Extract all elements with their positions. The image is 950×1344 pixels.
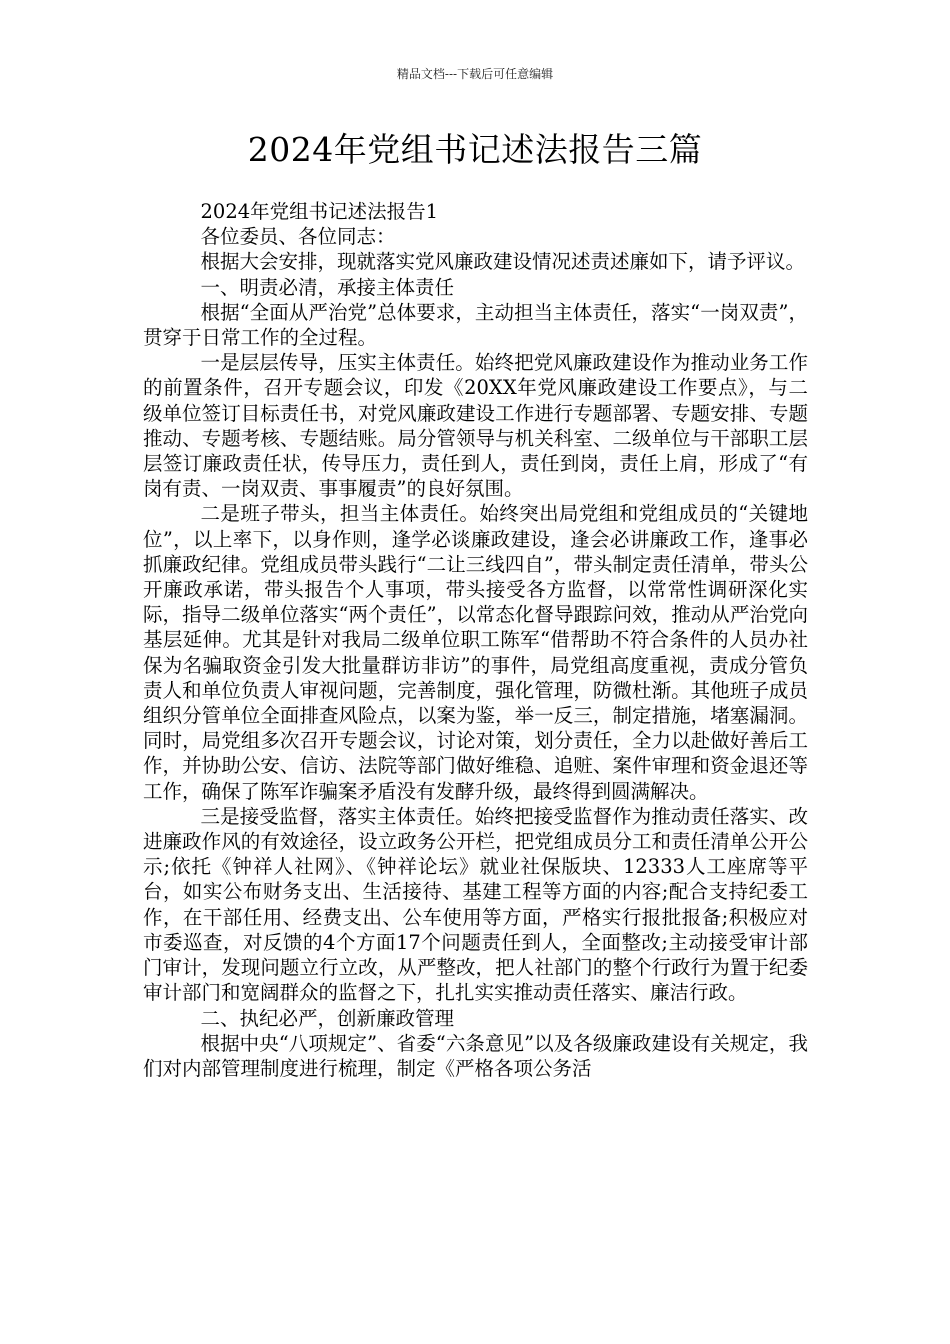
- section-heading-2: 二、执纪必严，创新廉政管理: [200, 1006, 455, 1030]
- document-body: [143, 199, 808, 1081]
- section-heading-1: 一、明责必清，承接主体责任: [200, 275, 455, 299]
- body-paragraph: 根据中央“八项规定”、省委“六条意见”以及各级廉政建设有关规定，我们对内部管理制度进行梳理，制定《严格各项公务活: [143, 1031, 808, 1080]
- report-subtitle: 2024年党组书记述法报告1: [200, 200, 439, 223]
- body-paragraph: 二是班子带头，担当主体责任。始终突出局党组和党组成员的“关键地位”，以上率下，以身作则，逢学必谈廉政建设，逢会必讲廉政工作，逢事必抓廉政纪律。党组成员带头践行“二让三线四自”，带头制定责任清单，带头公开廉政承诺，带头报告个人事项，带头接受各方监督，以常常性调研深化实际，指导二级单位落实“两个责任”，以常态化督导跟踪问效，推动从严治党向基层延伸。尤其是针对我局二级单位职工陈军“借帮助不符合条件的人员办社保为名骗取资金引发大批量群访非访”的事件，局党组高度重视，责成分管负责人和单位负责人审视问题，完善制度，强化管理，防微杜渐。其他班子成员组织分管单位全面排查风险点，以案为鉴，举一反三，制定措施，堵塞漏洞。同时，局党组多次召开专题会议，讨论对策，划分责任，全力以赴做好善后工作，并协助公安、信访、法院等部门做好维稳、追赃、案件审理和资金退还等工作，确保了陈军诈骗案矛盾没有发酵升级，最终得到圆满解决。: [143, 502, 808, 803]
- body-paragraph: 根据“全面从严治党”总体要求，主动担当主体责任，落实“一岗双责”，贯穿于日常工作的全过程。: [143, 300, 808, 350]
- body-paragraph: 一是层层传导，压实主体责任。始终把党风廉政建设作为推动业务工作的前置条件，召开专题会议，印发《20XX年党风廉政建设工作要点》，与二级单位签订目标责任书，对党风廉政建设工作进行专题部署、专题安排、专题推动、专题考核、专题结账。局分管领导与机关科室、二级单位与干部职工层层签订廉政责任状，传导压力，责任到人，责任到岗，责任上肩，形成了“有岗有责、一岗双责、事事履责”的良好氛围。: [143, 351, 808, 501]
- document-title: 2024年党组书记述法报告三篇: [247, 130, 703, 169]
- salutation: 各位委员、各位同志：: [200, 225, 396, 249]
- page-header: 精品文档---下载后可任意编辑: [396, 67, 554, 81]
- intro-paragraph: 根据大会安排，现就落实党风廉政建设情况述责述廉如下，请予评议。: [200, 250, 806, 274]
- body-paragraph: 三是接受监督，落实主体责任。始终把接受监督作为推动责任落实、改进廉政作风的有效途径，设立政务公开栏，把党组成员分工和责任清单公开公示;依托《钟祥人社网》、《钟祥论坛》就业社保版块、12333人工座席等平台，如实公布财务支出、生活接待、基建工程等方面的内容;配合支持纪委工作，在干部任用、经费支出、公车使用等方面，严格实行报批报备;积极应对市委巡查，对反馈的4个方面17个问题责任到人，全面整改;主动接受审计部门审计，发现问题立行立改，从严整改，把人社部门的整个行政行为置于纪委审计部门和宽阔群众的监督之下，扎扎实实推动责任落实、廉洁行政。: [143, 804, 808, 1005]
